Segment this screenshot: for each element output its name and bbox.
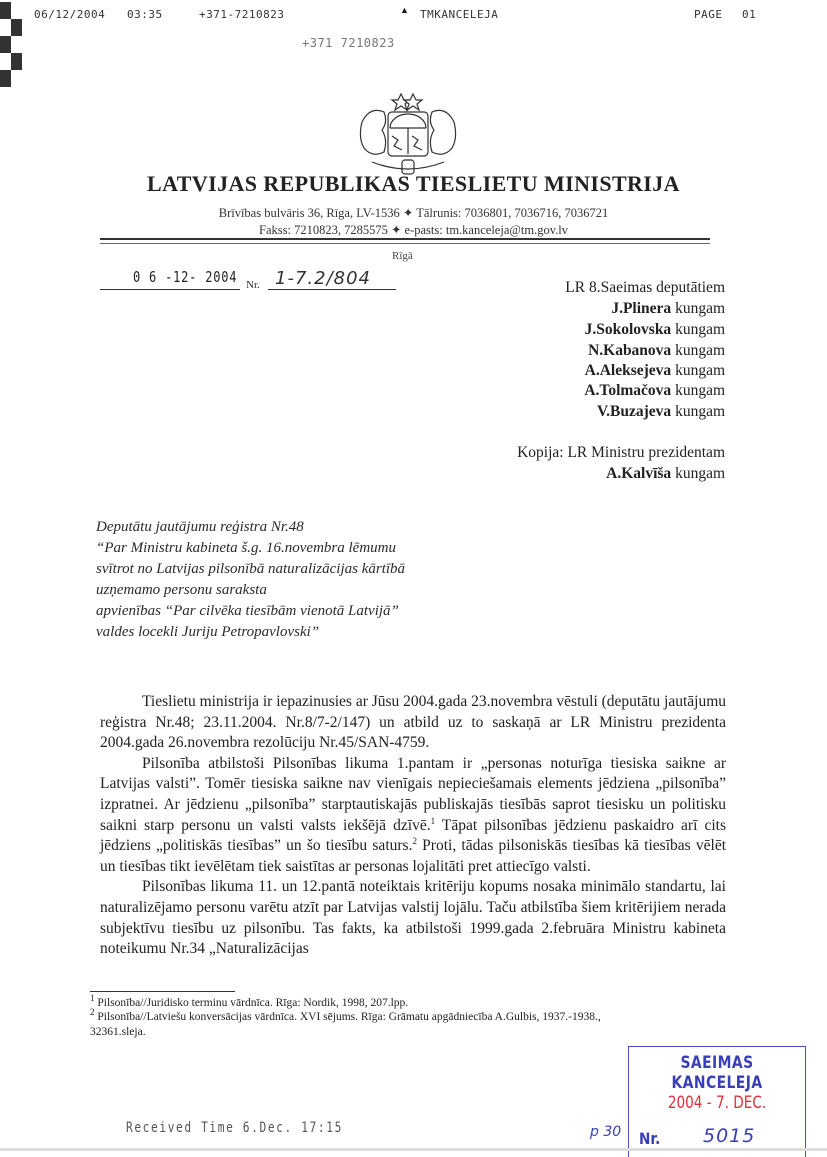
recipient-item [585,362,725,380]
fax-received-time: Received Time 6.Dec. 17:15 [126,1120,343,1136]
footnote-text: Pilsonība//Latviešu konversācijas vārdnīca. XVI sējums. Rīga: Grāmatu apgādniecība A.Gulbis, 1937.-1938., [94,1011,601,1023]
saeima-registry-stamp [628,1046,806,1157]
recipient-suffix: kungam [671,403,725,420]
recipient-name: V.Buzajeva [596,403,672,420]
body-paragraph-3: Pilsonības likuma 11. un 12.pantā noteiktais kritēriju kopums nosaka minimālo standartu, lai naturalizējamo personu varētu atzīt par Latvijas valstij lojālu. Taču atbilstība šiem kritērijiem nerada subjektīvu tiesību uz pilsonību. Tas fakts, ka atbilstoši 1999.gada 2.februāra Ministru kabineta noteikumu Nr.34 „Naturalizācijas [100,878,726,958]
letter-body [100,692,726,960]
recipient-suffix: kungam [671,342,725,359]
copy-recipient-suffix: kungam [671,465,725,482]
subject-line: Deputātu jautājumu reģistra Nr.48 [96,519,304,535]
date-underline [100,289,240,290]
footnote-2 [90,1007,601,1023]
letterhead-rule-thin [100,243,710,244]
recipient-name: A.Aleksejeva [584,362,672,379]
handwritten-page-note: p 30 [590,1124,622,1140]
subject-line: svītrot no Latvijas pilsonībā naturalizācijas kārtībā [96,561,406,577]
recipient-item [611,300,725,318]
fax-edge-marks [0,2,22,87]
stamp-nr-label: Nr. [639,1129,661,1148]
footnote-mark: 2 [90,1007,95,1018]
footnote-ref-2: 2 [412,836,417,846]
recipient-suffix: kungam [671,300,725,317]
fax-time: 03:35 [127,8,163,21]
body-text: Proti, tādas pilsoniskās tiesības kā tiesības vēlēt un tiesības tikt ievēlētam tiek saistītas ar personas lojalitāti pret attiecīgo valsti. [100,837,727,875]
recipient-suffix: kungam [671,362,725,379]
footnote-1 [90,993,409,1009]
ministry-contacts: Fakss: 7210823, 7285575 ✦ e-pasts: tm.kanceleja@tm.gov.lv [259,223,568,237]
fax-phone: +371-7210823 [199,8,285,21]
fax-phone-secondary: +371 7210823 [302,36,395,50]
stamp-date: 2004 - 7. DEC. [667,1093,767,1113]
footnote-text: Pilsonība//Juridisko terminu vārdnīca. Rīga: Nordik, 1998, 207.lpp. [94,997,409,1009]
coat-of-arms-emblem [352,92,464,178]
letter-date-stamp: 0 6 -12- 2004 [133,268,238,286]
reference-nr-label: Nr. [246,279,260,291]
recipient-name: J.Sokolovska [584,321,672,338]
subject-line: apvienības “Par cilvēka tiesībām vienotā Latvijā” [96,603,399,619]
body-paragraph-2 [100,754,726,878]
footnote-2-continued: 32361.sleja. [90,1026,146,1038]
fax-page-label: PAGE [694,8,723,21]
subject-line: uzņemamo personu saraksta [96,582,267,598]
nr-underline [268,289,396,290]
recipient-item [588,342,725,360]
ministry-title: LATVIJAS REPUBLIKAS TIESLIETU MINISTRIJA [147,171,680,196]
recipient-item [597,403,725,421]
stamp-nr-value: 5015 [703,1125,756,1147]
recipient-name: J.Plinera [611,300,672,317]
copy-recipient-name: A.Kalvīša [606,465,672,482]
copy-recipient [606,465,725,483]
recipient-item [585,321,725,339]
fax-station: TMKANCELEJA [420,8,499,21]
reference-nr-handwritten: 1-7.2/804 [275,268,371,289]
footnote-separator [90,991,235,992]
place-label: Rīgā [392,250,413,262]
stamp-title: SAEIMAS KANCELEJA [671,1053,763,1093]
subject-line: valdes locekli Juriju Petropavlovski” [96,624,320,640]
footnote-ref-1: 1 [430,815,436,826]
triangle-icon: ▲ [400,5,409,15]
letterhead-rule [100,238,710,240]
recipient-item [584,382,725,400]
subject-line: “Par Ministru kabineta š.g. 16.novembra lēmumu [96,540,396,556]
body-text: Tāpat pilsonības jēdzienu paskaidro arī cits jēdziens „politiskās tiesības” un šo tiesību saturs. [100,816,726,855]
recipient-suffix: kungam [671,321,725,338]
fax-page-number: 01 [742,8,757,21]
recipient-name: N.Kabanova [588,342,672,359]
recipient-name: A.Tolmačova [584,382,672,399]
ministry-address: Brīvības bulvāris 36, Rīga, LV-1536 ✦ Tālrunis: 7036801, 7036716, 7036721 [218,206,609,220]
recipients-heading: LR 8.Saeimas deputātiem [565,279,725,296]
copy-heading: Kopija: LR Ministru prezidentam [517,444,725,461]
body-text: Pilsonība atbilstoši Pilsonības likuma 1.pantam ir „personas noturīga tiesiska saikne ar Latvijas valsti”. Tomēr tiesiska saikne nav vienīgais nepieciešamais elements jēdziena „pilsonība” izpratnei. Ar jēdzienu „pilsonība” starptautiskajās publiskajās tiesībās saprot tiesisku un politisku saikni starp personu un valsti valsts iekšējā dzīvē. [100,754,726,834]
fax-date: 06/12/2004 [34,8,106,21]
recipient-suffix: kungam [671,382,725,399]
body-paragraph-1: Tieslietu ministrija ir iepazinusies ar Jūsu 2004.gada 23.novembra vēstuli (deputātu jautājumu reģistra Nr.48; 23.11.2004. Nr.8/7-2/147) un atbild uz to saskaņā ar LR Ministru prezidenta 2004.gada 26.novembra rezolūciju Nr.45/SAN-4759. [100,693,727,752]
footnote-mark: 1 [90,993,95,1004]
